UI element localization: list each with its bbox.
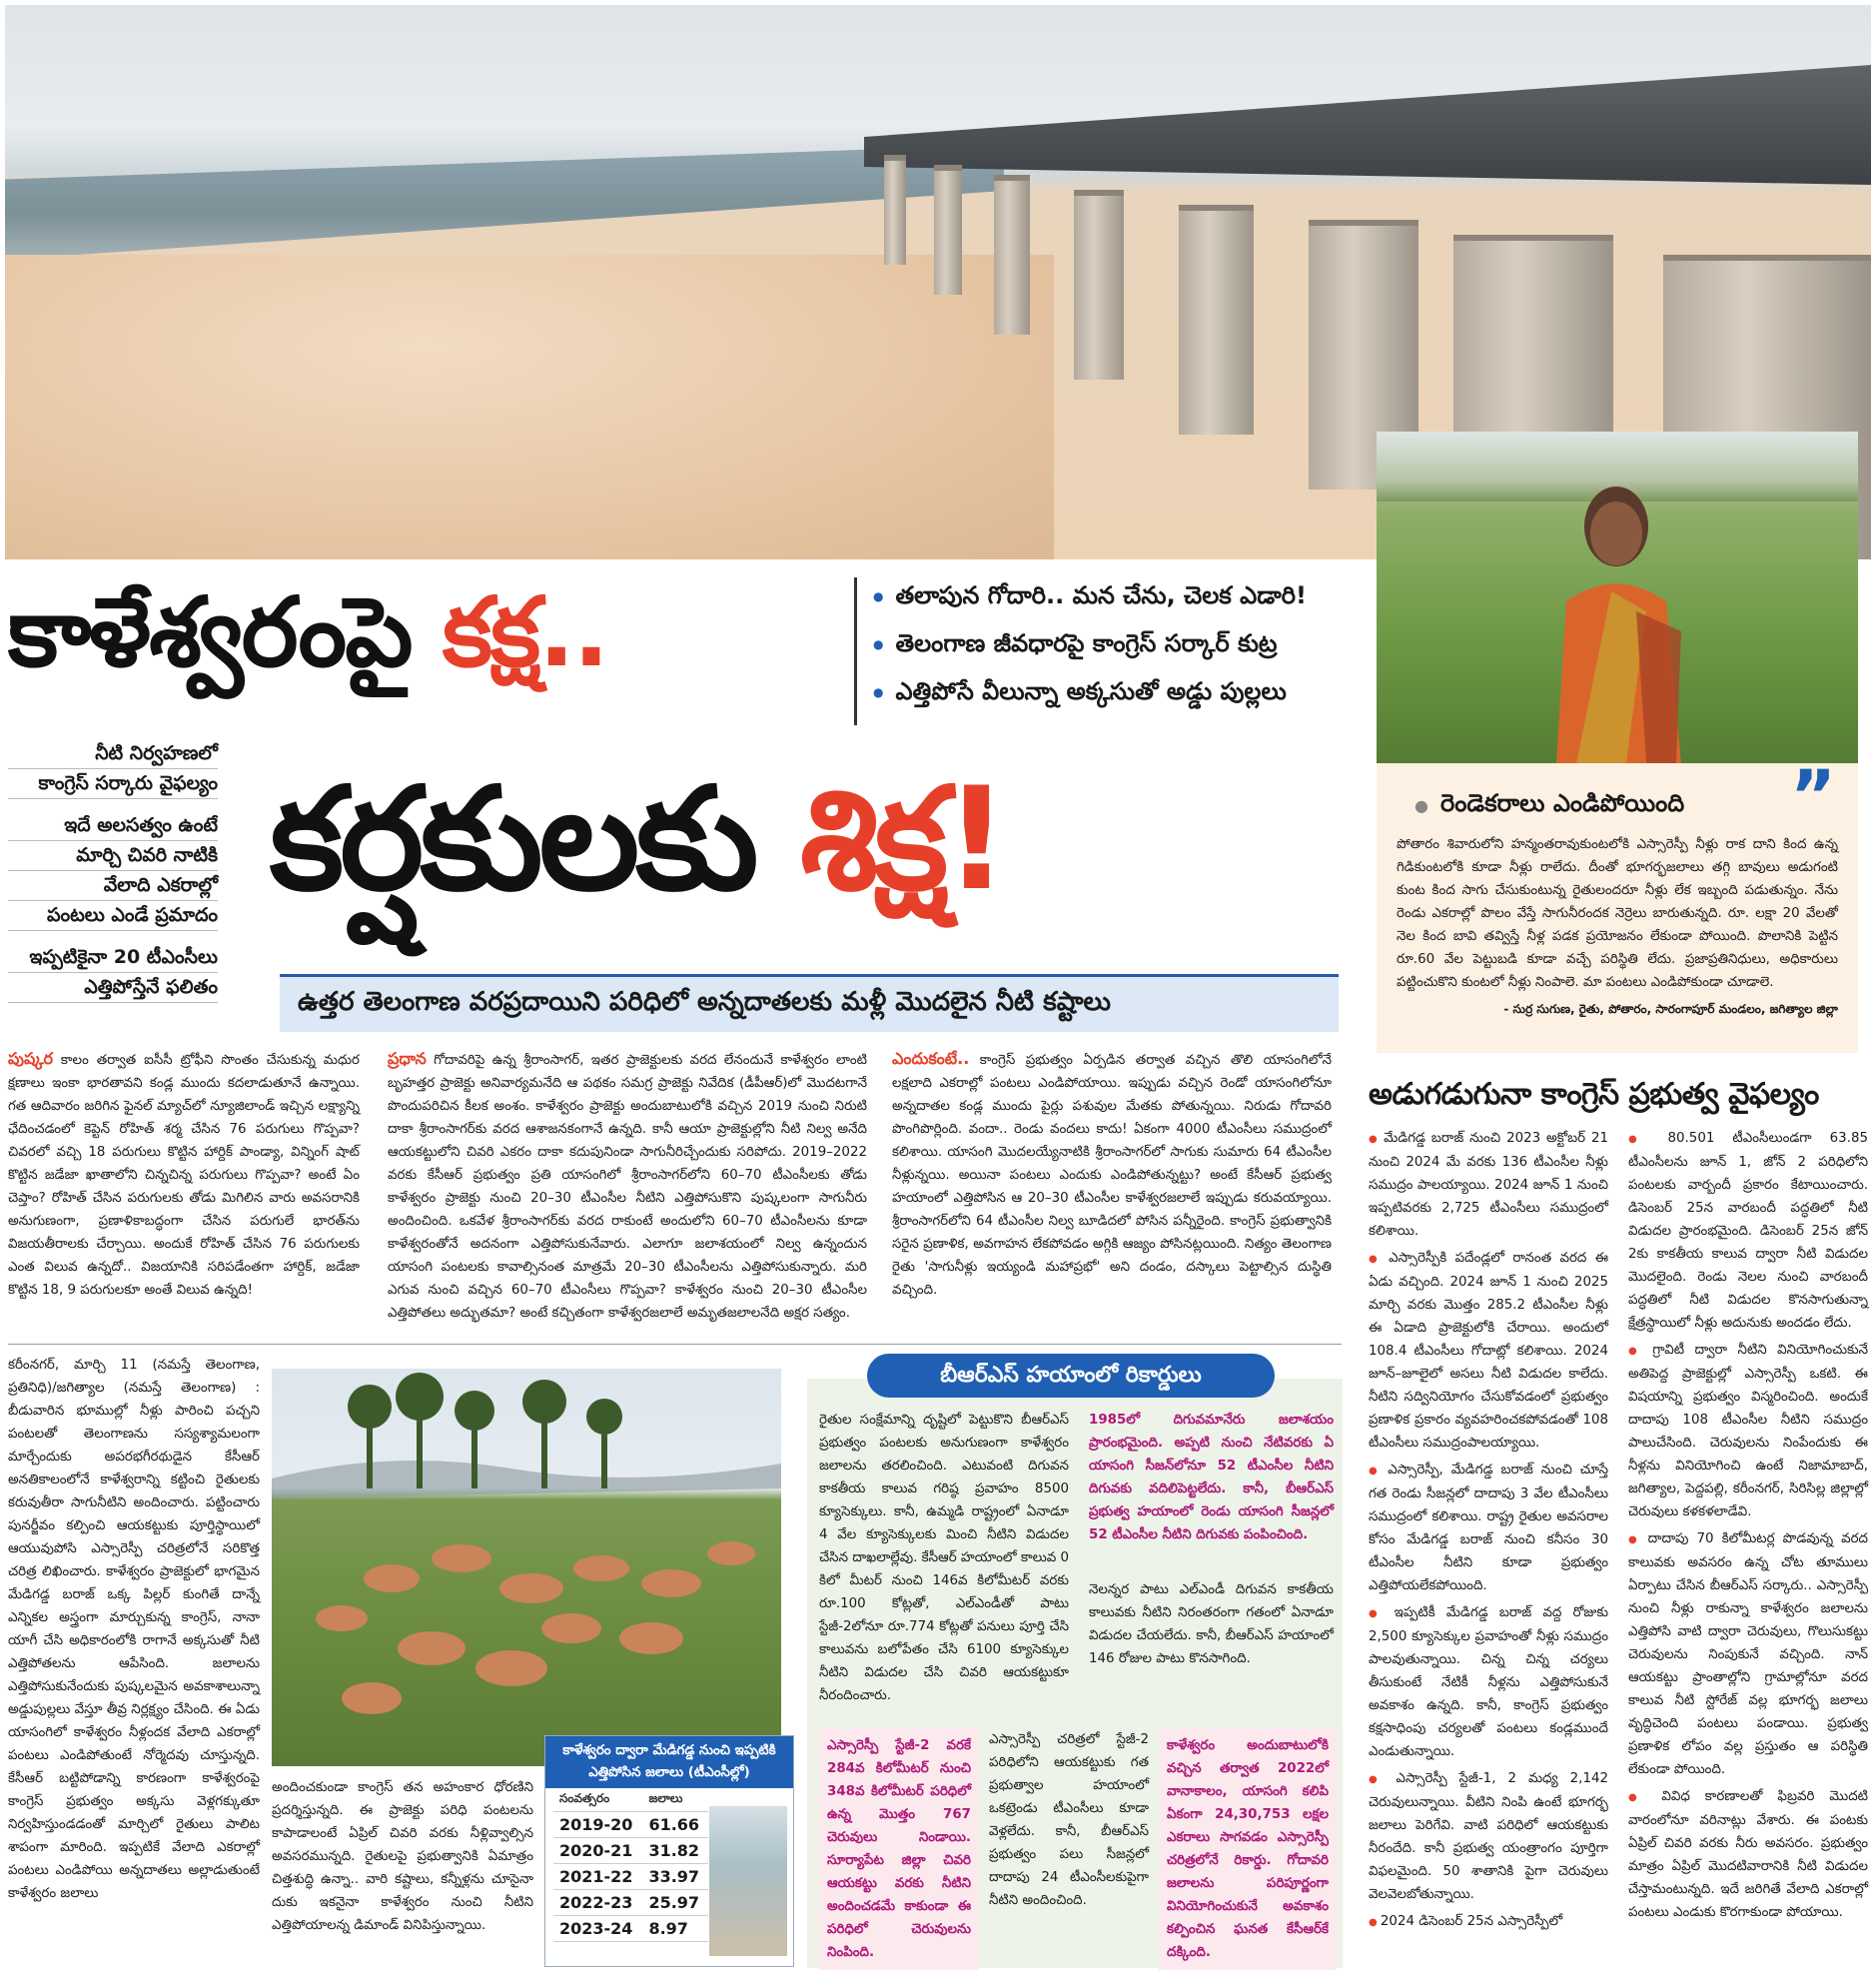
column-text: కాలం తర్వాత ఐసీసీ ట్రోఫీని సొంతం చేసుకున్న మధుర క్షణాలు ఇంకా భారతావని కండ్ల ముందు కదలాడుతూనే ఉన్నాయి. గత ఆదివారం జరిగిన ఫైనల్ మ్యాచ్‌లో న్యూజిలాండ్ ఇచ్చిన లక్ష్యాన్ని ఛేదించడంలో కెప్టెన్ రోహిత్ శర్మ చేసిన 76 పరుగులు గొప్పవా? చివరలో వచ్చి 18 పరుగులు కొట్టిన హార్దిక్ పాండ్యా, విన్నింగ్ షాట్ కొట్టిన జడేజా ఖాతాలోని చిన్నచిన్న పరుగులు గొప్పవా? అంటే ఏం చెప్తాం? రోహిత్ చేసిన పరుగులకు తోడు మిగిలిన వారు అవసరానికి అనుగుణంగా, ప్రణాళికాబద్ధంగా చేసిన పరుగులే భారత్‌ను విజయతీరాలకు చేర్చాయి. అందుకే రోహిత్ చేసిన 76 పరుగులకు ఎంత విలువ ఉన్నదో.. విజయానికి సరిపడేంతగా హార్దిక్, జడేజా కొట్టిన 18, 9 పరుగులకూ అంతే విలువ ఉన్నది!	[8, 1053, 360, 1298]
table-col-water: జలాలు	[642, 1788, 708, 1812]
failure-item: ● 2024 డిసెంబర్ 25న ఎస్సారెస్పీలో	[1369, 1910, 1608, 1934]
article-column-2	[388, 1047, 867, 1325]
kicker-line: ఇప్పటికైనా 20 టీఎంసీలు	[8, 943, 218, 973]
brs-record-para: ఎస్సారెస్పీ చరిత్రలో స్టేజీ-2 పరిధిలోని ఆయకట్టుకు గత ప్రభుత్వాల హయాంలో ఒకట్రెండు టీఎంసీలు కూడా వెళ్లలేదు. కానీ, బీఆర్ఎస్ ప్రభుత్వం పలు సీజన్లలో దాదాపు 24 టీఎంసీలకుపైగా నీటిని అందించింది.	[989, 1732, 1149, 1908]
farmer-quote-box	[1377, 755, 1858, 1053]
summary-bullet: ● ఎత్తిపోసే వీలున్నా అక్కసుతో అడ్డు పుల్లలు	[873, 677, 1374, 711]
table-year: 2019-20	[553, 1812, 642, 1838]
summary-bullet: ● తెలంగాణ జీవధారపై కాంగ్రెస్ సర్కార్ కుట్ర	[873, 629, 1374, 663]
brs-record-para: ఎస్సారెస్పీ స్టేజీ-2 వరకే 284వ కిలోమీటర్ నుంచి 348వ కిలోమీటర్ పరిధిలో ఉన్న మొత్తం 767 చెరువులు నిండాయి. సూర్యాపేట జిల్లా చివరి ఆయకట్టు వరకు నీటిని అందించడమే కాకుండా ఈ పరిధిలో చెరువులను నింపింది.	[819, 1728, 979, 1970]
table-row	[553, 1838, 708, 1864]
brs-record-para: రైతుల సంక్షేమాన్ని దృష్టిలో పెట్టుకొని బీఆర్ఎస్ ప్రభుత్వం పంటలకు అనుగుణంగా కాళేశ్వరం జలాలను తరలించింది. ఎటువంటి దిగువన కాకతీయ కాలువ గరిష్ఠ ప్రవాహం 8500 క్యూసెక్కులు. కానీ, ఉమ్మడి రాష్ట్రంలో ఏనాడూ 4 వేల క్యూసెక్కులకు మించి నీటిని విడుదల చేసిన దాఖలాల్లేవు. కేసీఆర్ హయాంలో కాలువ 0 కిలో మీటర్ నుంచి 146వ కిలోమీటర్ వరకు రూ.100 కోట్లతో, ఎల్ఎండీతో పాటు స్టేజీ-2లోనూ రూ.774 కోట్లతో పనులు పూర్తి చేసి కాలువను బలోపేతం చేసి 6100 క్యూసెక్కుల నీటిని విడుదల చేసి చివరి ఆయకట్టుకూ నీరందించారు.	[819, 1413, 1069, 1703]
failure-item: ● 80.501 టీఎంసీలుండగా 63.85 టీఎంసీలను జూన్ 1, జోన్ 2 పరిధిలోని పంటలకు వార్బందీ ప్రకారం కేటాయించారు. డిసెంబర్ 25న వారబందీ పద్ధతిలో నీటి విడుదల ప్రారంభమైంది. డిసెంబర్ 25న జోన్ 2కు కాకతీయ కాలువ ద్వారా నీటి విడుదల మొదలైంది. రెండు నెలల నుంచి వారబందీ పద్ధతిలో నీటి విడుదల కొనసాగుతున్నా క్షేత్రస్థాయిలో నీళ్లు అదునుకు అందడం లేదు.	[1628, 1127, 1868, 1335]
table-value: 25.97	[642, 1890, 708, 1916]
quote-signature: - సుర్ర సుగుణ, రైతు, పోతారం, సారంగాపూర్ మండలం, జగిత్యాల జిల్లా	[1503, 1002, 1838, 1016]
quote-text: పోతారం శివారులోని హన్మంతరావుకుంటలోకి ఎస్సారెస్పీ నీళ్లు రాక దాని కింద ఉన్న గిడికుంటలోకి కూడా నీళ్లు రాలేదు. దీంతో భూగర్భజలాలు తగ్గి బావులు అడుగంటి కుంట కింద సాగు చేసుకుంటున్న రైతులందరూ నీళ్లు లేక ఇబ్బంది పడుతున్నం. నేను రెండు ఎకరాల్లో పొలం వేస్తే సాగునీరందక నెర్రెలు బారుతున్నది. రూ. లక్షా 20 వేలతో నెల కింద బావి తవ్విస్తే నీళ్ల పడక ప్రయోజనం లేకుండా పోయింది. పొలానికి పెట్టిన రూ.60 వేల పెట్టుబడి కూడా వచ్చే పరిస్థితి లేదు. ప్రజాప్రతినిధులు, అధికారులు పట్టించుకొని కుంటలో నీళ్లు నింపాలె. మా పంటలు ఎండిపోకుండా చూడాలె.	[1397, 837, 1838, 990]
section-divider	[8, 1344, 1342, 1345]
failure-item: ● గ్రావిటీ ద్వారా నీటిని వినియోగించుకునే అతిపెద్ద ప్రాజెక్టుల్లో ఎస్సారెస్పీ ఒకటి. ఈ విషయాన్ని ప్రభుత్వం విస్మరించింది. అందుకే దాదాపు 108 టీఎంసీల నీటిని సముద్రం పాలుచేసింది. చెరువులను నింపేందుకు ఈ నీళ్లను వినియోగించి ఉంటే నిజామాబాద్, జగిత్యాల, పెద్దపల్లి, కరీంనగర్, సిరిసిల్ల జిల్లాల్లో చెరువులు కళకళలాడేవి.	[1628, 1339, 1868, 1523]
headline-red-2: శిక్ష!	[799, 757, 1005, 922]
article-column-1	[8, 1047, 360, 1302]
under-photo-column: అందించకుండా కాంగ్రెస్ తన అహంకార ధోరణిని ప్రదర్శిస్తున్నది. ఈ ప్రాజెక్టు పరిధి పంటలను కాపాడాలంటే ఏప్రిల్ చివరి వరకు నీళ్లివ్వాల్సిన అవసరమున్నది. రైతులపై ప్రభుత్వానికి ఏమాత్రం చిత్తశుద్ధి ఉన్నా.. వారి కష్టాలు, కన్నీళ్లను చూసైనా దుకు ఇకనైనా కాళేశ్వరం నుంచి నీటిని ఎత్తిపోయాలన్న డిమాండ్ వినిపిస్తున్నాయి.	[272, 1780, 533, 1933]
kicker-line: మార్చి చివరి నాటికి	[8, 841, 218, 871]
goats-grazing-photo	[272, 1369, 781, 1766]
barrage-pier	[884, 155, 906, 265]
failure-list-2	[1628, 1127, 1868, 1928]
table-header-row	[553, 1788, 708, 1812]
kicker-line: నీటి నిర్వహణలో	[8, 739, 218, 769]
farmer-figure	[1516, 472, 1716, 763]
column-text: కాంగ్రెస్ ప్రభుత్వం ఏర్పడిన తర్వాత వచ్చిన తొలి యాసంగిలోనే లక్షలాది ఎకరాల్లో పంటలు ఎండిపోయాయి. ఇప్పుడు వచ్చిన రెండో యాసంగిలోనూ అన్నదాతల కండ్ల ముందు పైర్లు పశువుల మేతకు పోతున్నయి. నిరుడు గోదావరి పొంగిపొర్లింది. వందా.. రెండు వందలు కాదు! ఏకంగా 4000 టీఎంసీలు సముద్రంలో కలిశాయి. యాసంగి మొదలయ్యేనాటికి శ్రీరాంసాగర్‌లో సాగుకు సుమారు 64 టీఎంసీల నీళ్లున్నయి. అయినా పంటలు ఎందుకు ఎండిపోతున్నట్టు? అంటే కేసీఆర్ ప్రభుత్వ హయాంలో ఎత్తిపోసిన ఆ 20–30 టీఎంసీల కాళేశ్వరజలాలే ఇప్పుడు కరువయ్యాయి. శ్రీరాంసాగర్‌లోని 64 టీఎంసీల నిల్వ బూడిదలో పోసిన పన్నీరైంది. కాంగ్రెస్ ప్రభుత్వానికి సరైన ప్రణాళిక, అవగాహన లేకపోవడం అగ్గికి ఆజ్యం పోసినట్లయింది. నిత్యం తెలంగాణ రైతు 'సాగునీళ్లు ఇయ్యండి మహాప్రభో' అని దండం, దస్కాలు పెట్టాల్సిన దుస్థితి వచ్చింది.	[892, 1053, 1332, 1298]
table-title: కాళేశ్వరం ద్వారా మేడిగడ్డ నుంచి ఇప్పటికి ఎత్తిపోసిన జలాలు (టీఎంసీల్లో)	[545, 1736, 793, 1788]
quote-title: ● రెండెకరాలు ఎండిపోయింది	[1414, 789, 1838, 823]
headline-line-2	[270, 757, 1005, 922]
column-lead-word: పుష్కర	[8, 1049, 53, 1068]
column-lead-word: ఎందుకంటే..	[892, 1049, 970, 1068]
failure-item: ● ఎస్సారెస్పీకి పదేండ్లలో రానంత వరద ఈ ఏడు వచ్చింది. 2024 జూన్ 1 నుంచి 2025 మార్చి వరకు మొత్తం 285.2 టీఎంసీల నీళ్లు ఈ ఏడాది ప్రాజెక్టులోకి చేరాయి. అందులో 108.4 టీఎంసీలు గోదాట్లో కలిశాయి. 2024 జూన్–జూలైలో అసలు నీటి విడుదల కాలేదు. నీటిని సద్వినియోగం చేసుకోవడంలో ప్రభుత్వం ప్రణాళిక ప్రకారం వ్యవహరించకపోవడంతో 108 టీఎంసీలు సముద్రంపాలయ్యాయి.	[1369, 1247, 1608, 1455]
river-water	[5, 145, 1004, 260]
brs-records-title: బీఆర్ఎస్ హయాంలో రికార్డులు	[867, 1354, 1275, 1398]
brs-record-para: కాళేశ్వరం అందుబాటులోకి వచ్చిన తర్వాత 2022లో వానాకాలం, యాసంగి కలిపి ఏకంగా 24,30,753 లక్షల ఎకరాలు సాగవడం ఎస్సారెస్పీ చరిత్రలోనే రికార్డు. గోదావరి జలాలను పరిపూర్ణంగా వినియోగించుకునే అవకాశం కల్పించిన ఘనత కేసీఆర్‌కే దక్కింది.	[1159, 1728, 1337, 1970]
table-year: 2023-24	[553, 1916, 642, 1942]
table-value: 61.66	[642, 1812, 708, 1838]
failure-list-1	[1369, 1127, 1608, 1938]
summary-bullet: ● తలాపున గోదారి.. మన చేను, చెలక ఎడారి!	[873, 581, 1374, 615]
failure-item: ● ఇప్పటికీ మేడిగడ్డ బరాజ్ వద్ద రోజుకు 2,500 క్యూసెక్కుల ప్రవాహంతో నీళ్లు సముద్రం పాలవుతున్నాయి. చిన్న చిన్న చర్యలు తీసుకుంటే నేటికీ నీళ్లను ఎత్తిపోసుకునే అవకాశం ఉన్నది. కానీ, కాంగ్రెస్ ప్రభుత్వం కక్షసాధింపు చర్యలతో పంటలు కండ్లముందే ఎండుతున్నాయి.	[1369, 1601, 1608, 1763]
goats-scene	[272, 1369, 781, 1766]
failure-item: ● దాదాపు 70 కిలోమీటర్ల పొడవున్న వరద కాలువకు అవసరం ఉన్న చోట తూములు ఏర్పాటు చేసిన బీఆర్ఎస్ సర్కారు.. ఎస్సారెస్పీ నుంచి నీళ్లు రాకున్నా కాళేశ్వరం జలాలను ఎత్తిపోసి వాటి ద్వారా చెరువులు, గొలుసుకట్టు చెరువులను నింపుకునే వచ్చింది. నాన్ ఆయకట్టు ప్రాంతాల్లోని గ్రామాల్లోనూ వరద కాలువ నీటి స్టోరేజ్ వల్ల భూగర్భ జలాలు వృద్ధిచెంది పంటలు పండాయి. ప్రభుత్వ ప్రణాళిక లోపం వల్ల ప్రస్తుతం ఆ పరిస్థితి లేకుండా పోయింది.	[1628, 1527, 1868, 1781]
headline-black-2: కర్షకులకు	[270, 757, 755, 922]
canal-thumbnail	[709, 1806, 787, 1956]
kicker-line: ఇదే అలసత్వం ఉంటే	[8, 811, 218, 841]
lift-data-table	[544, 1735, 794, 1967]
failure-subhead: అడుగడుగునా కాంగ్రెస్ ప్రభుత్వ వైఫల్యం	[1369, 1077, 1819, 1112]
kicker-line: వేలాది ఎకరాల్లో	[8, 871, 218, 901]
table-row	[553, 1812, 708, 1838]
table-grid	[553, 1788, 708, 1942]
table-value: 33.97	[642, 1864, 708, 1890]
deck-strap: ఉత్తర తెలంగాణ వరప్రదాయిని పరిధిలో అన్నదాతలకు మళ్లీ మొదలైన నీటి కష్టాలు	[280, 974, 1339, 1032]
table-col-year: సంవత్సరం	[553, 1788, 642, 1812]
barrage-pier	[934, 165, 962, 295]
headline-black-1: కాళేశ్వరంపై	[8, 576, 412, 688]
table-value: 31.82	[642, 1838, 708, 1864]
failure-item: ● వివిధ కారణాలతో ఫిబ్రవరి మొదటి వారంలోనూ వరినాట్లు వేశారు. ఈ పంటకు ఏప్రిల్ చివరి వరకు నీరు అవసరం. ప్రభుత్వం మాత్రం ఏప్రిల్ మొదటివారానికి నీటి విడుదల చేస్తామంటున్నది. ఇదే జరిగితే వేలాది ఎకరాల్లో పంటలు ఎండుకు కొరగాకుండా పోయాయి.	[1628, 1785, 1868, 1924]
farmer-photo	[1377, 432, 1858, 763]
dateline-column: కరీంనగర్, మార్చి 11 (నమస్తే తెలంగాణ, ప్రతినిధి)/జగిత్యాల (నమస్తే తెలంగాణ) : బీడువారిన భూముల్లో నీళ్లు పారించి పచ్చని పంటలతో తెలంగాణను సస్యశ్యామలంగా మార్చేందుకు అపరభగీరథుడైన కేసీఆర్ అనతికాలంలోనే కాళేశ్వరాన్ని కట్టించి రైతులకు కరువుతీరా సాగునీటిని అందించారు. పట్టించారు పునర్జీవం కల్పించి ఆయకట్టుకు పూర్తిస్థాయిలో ఆయువుపోసి ఎస్సారెస్పీ చరిత్రలోనే సరికొత్త చరిత్ర లిఖించారు. కాళేశ్వరం ప్రాజెక్టులో భాగమైన మేడిగడ్డ బరాజ్ ఒక్క పిల్లర్ కుంగితే దాన్నే ఎన్నికల అస్త్రంగా మార్చుకున్న కాంగ్రెస్, నానా యాగీ చేసి అధికారంలోకి రాగానే అక్కసుతో నీటి ఎత్తిపోతలను ఆపేసింది. జలాలను ఎత్తిపోసుకునేందుకు పుష్కలమైన అవకాశాలున్నా అడ్డుపుల్లలు వేస్తూ తీవ్ర నిర్లక్ష్యం చేసింది. ఈ ఏడు యాసంగిలో కాళేశ్వరం నీళ్లందక వేలాది ఎకరాల్లో పంటలు ఎండిపోతుంటే నోర్మెదవు చూస్తున్నది. కేసీఆర్ బట్టిపోడాన్ని కారణంగా కాళేశ్వరంపై కాంగ్రెస్ ప్రభుత్వం అక్కసు వెళ్లగక్కుతూ నిర్వహిస్తుండడంతో మార్చిలో రైతులు పాలిట శాపంగా మారింది. ఇప్పటికే వేలాది ఎకరాల్లో పంటలు ఎండిపోయి అన్నదాతలు అల్లాడుతుంటే కాళేశ్వరం జలాలు	[8, 1358, 260, 1901]
table-value: 8.97	[642, 1916, 708, 1942]
brs-record-para: 1985లో దిగువమానేరు జలాశయం ప్రారంభమైంది. అప్పటి నుంచి నేటివరకు ఏ యాసంగి సీజన్‌లోనూ 52 టీఎంసీల నీటిని దిగువకు వదిలిపెట్టలేదు. కానీ, బీఆర్ఎస్ ప్రభుత్వ హయాంలో రెండు యాసంగి సీజన్లలో 52 టీఎంసీల నీటిని దిగువకు పంపించింది.	[1089, 1413, 1334, 1542]
headline-line-1	[8, 576, 608, 688]
barrage-pier	[1179, 205, 1254, 435]
failure-item: ● మేడిగడ్డ బరాజ్ నుంచి 2023 అక్టోబర్ 21 నుంచి 2024 మే వరకు 136 టీఎంసీల నీళ్లు సముద్రం పాలయ్యాయి. 2024 జూన్ 1 నుంచి ఇప్పటివరకు 2,725 టీఎంసీలు సముద్రంలో కలిశాయి.	[1369, 1127, 1608, 1243]
table-year: 2022-23	[553, 1890, 642, 1916]
article-column-3	[892, 1047, 1332, 1302]
table-year: 2021-22	[553, 1864, 642, 1890]
barrage-pier	[994, 175, 1030, 335]
table-year: 2020-21	[553, 1838, 642, 1864]
failure-item: ● ఎస్సారెస్పీ స్టేజీ-1, 2 మధ్య 2,142 చెరువులున్నాయి. వీటిని నింపి ఉంటే భూగర్భ జలాలు పెరిగేవి. వాటి పరిధిలో ఆయకట్టుకు నీరందేది. కానీ ప్రభుత్వ యంత్రాంగం పూర్తిగా విఫలమైంది. 50 శాతానికి పైగా చెరువులు వెలవెలబోతున్నాయి.	[1369, 1767, 1608, 1906]
quote-mark-icon: ”	[1789, 755, 1836, 837]
dry-riverbed	[5, 255, 1054, 559]
table-row	[553, 1890, 708, 1916]
summary-bullets	[854, 577, 1374, 725]
barrage-pier	[1074, 190, 1124, 380]
kicker-line: పంటలు ఎండే ప్రమాదం	[8, 901, 218, 931]
left-kicker	[8, 739, 218, 1003]
column-text: గోదావరిపై ఉన్న శ్రీరాంసాగర్, ఇతర ప్రాజెక్టులకు వరద లేనందునే కాళేశ్వరం లాంటి బృహత్తర ప్రాజెక్టు అనివార్యమనేది ఆ పథకం సమగ్ర ప్రాజెక్టు నివేదిక (డీపీఆర్)లో మొదటగానే పొందుపరిచిన కీలక అంశం. కాళేశ్వరం ప్రాజెక్టు అందుబాటులోకి వచ్చిన 2019 నుంచి నిరుటి దాకా శ్రీరాంసాగర్‌కు వరద ఆశాజనకంగానే ఉన్నది. కానీ ఆయా ప్రాజెక్టుల్లోని నీటి నిల్వ అనేది ఆయకట్టులోని చివరి ఎకరం దాకా కదుపునిండా సాగునీరిచ్చేందుకు సరిపోదు. 2019–2022 వరకు కేసీఆర్ ప్రభుత్వం ప్రతి యాసంగిలో శ్రీరాంసాగర్‌లోని 60–70 టీఎంసీలకు తోడు కాళేశ్వరం ప్రాజెక్టు నుంచి 20–30 టీఎంసీల నీటిని ఎత్తిపోసుకొని పుష్కలంగా సాగునీరు అందించింది. ఒకవేళ శ్రీరాంసాగర్‌కు వరద రాకుంటే అందులోని 60–70 టీఎంసీలను కూడా కాళేశ్వరంతోనే అదనంగా ఎత్తిపోసుకునేవారు. ఎలాగూ జలాశయంలో నిల్వ ఉన్నందున యాసంగి పంటలకు కావాల్సినంత మాత్రమే 20–30 టీఎంసీలను ఎత్తిపోసుకున్నారు. మరి ఎగువ నుంచి వచ్చిన 60–70 టీఎంసీలు గొప్పవా? కాళేశ్వరం నుంచి 20–30 టీఎంసీల ఎత్తిపోతలు అద్భుతమా? అంటే కచ్చితంగా కాళేశ్వరజలాలే అమృతజలాలనేది అక్షర సత్యం.	[388, 1053, 867, 1321]
table-row	[553, 1916, 708, 1942]
column-lead-word: ప్రధాన	[388, 1049, 427, 1068]
kicker-line: కాంగ్రెస్ సర్కారు వైఫల్యం	[8, 769, 218, 799]
table-row	[553, 1864, 708, 1890]
headline-red-1: కక్ష..	[442, 576, 608, 688]
brs-record-para: నెలన్నర పాటు ఎల్ఎండీ దిగువన కాకతీయ కాలువకు నీటిని నిరంతరంగా గతంలో ఏనాడూ విడుదల చేయలేదు. కానీ, బీఆర్ఎస్ హయాంలో 146 రోజుల పాటు కొనసాగింది.	[1089, 1582, 1334, 1666]
failure-item: ● ఎస్సారెస్పీ, మేడిగడ్డ బరాజ్ నుంచి చూస్తే గత రెండు సీజన్లలో దాదాపు 3 వేల టీఎంసీలు సముద్రంలో కలిశాయి. రాష్ట్ర రైతుల అవసరాల కోసం మేడిగడ్డ బరాజ్ నుంచి కనీసం 30 టీఎంసీల నీటిని కూడా ప్రభుత్వం ఎత్తిపోయలేకపోయింది.	[1369, 1459, 1608, 1597]
kicker-line: ఎత్తిపోస్తేనే ఫలితం	[8, 973, 218, 1003]
barrage-deck	[864, 65, 1871, 185]
